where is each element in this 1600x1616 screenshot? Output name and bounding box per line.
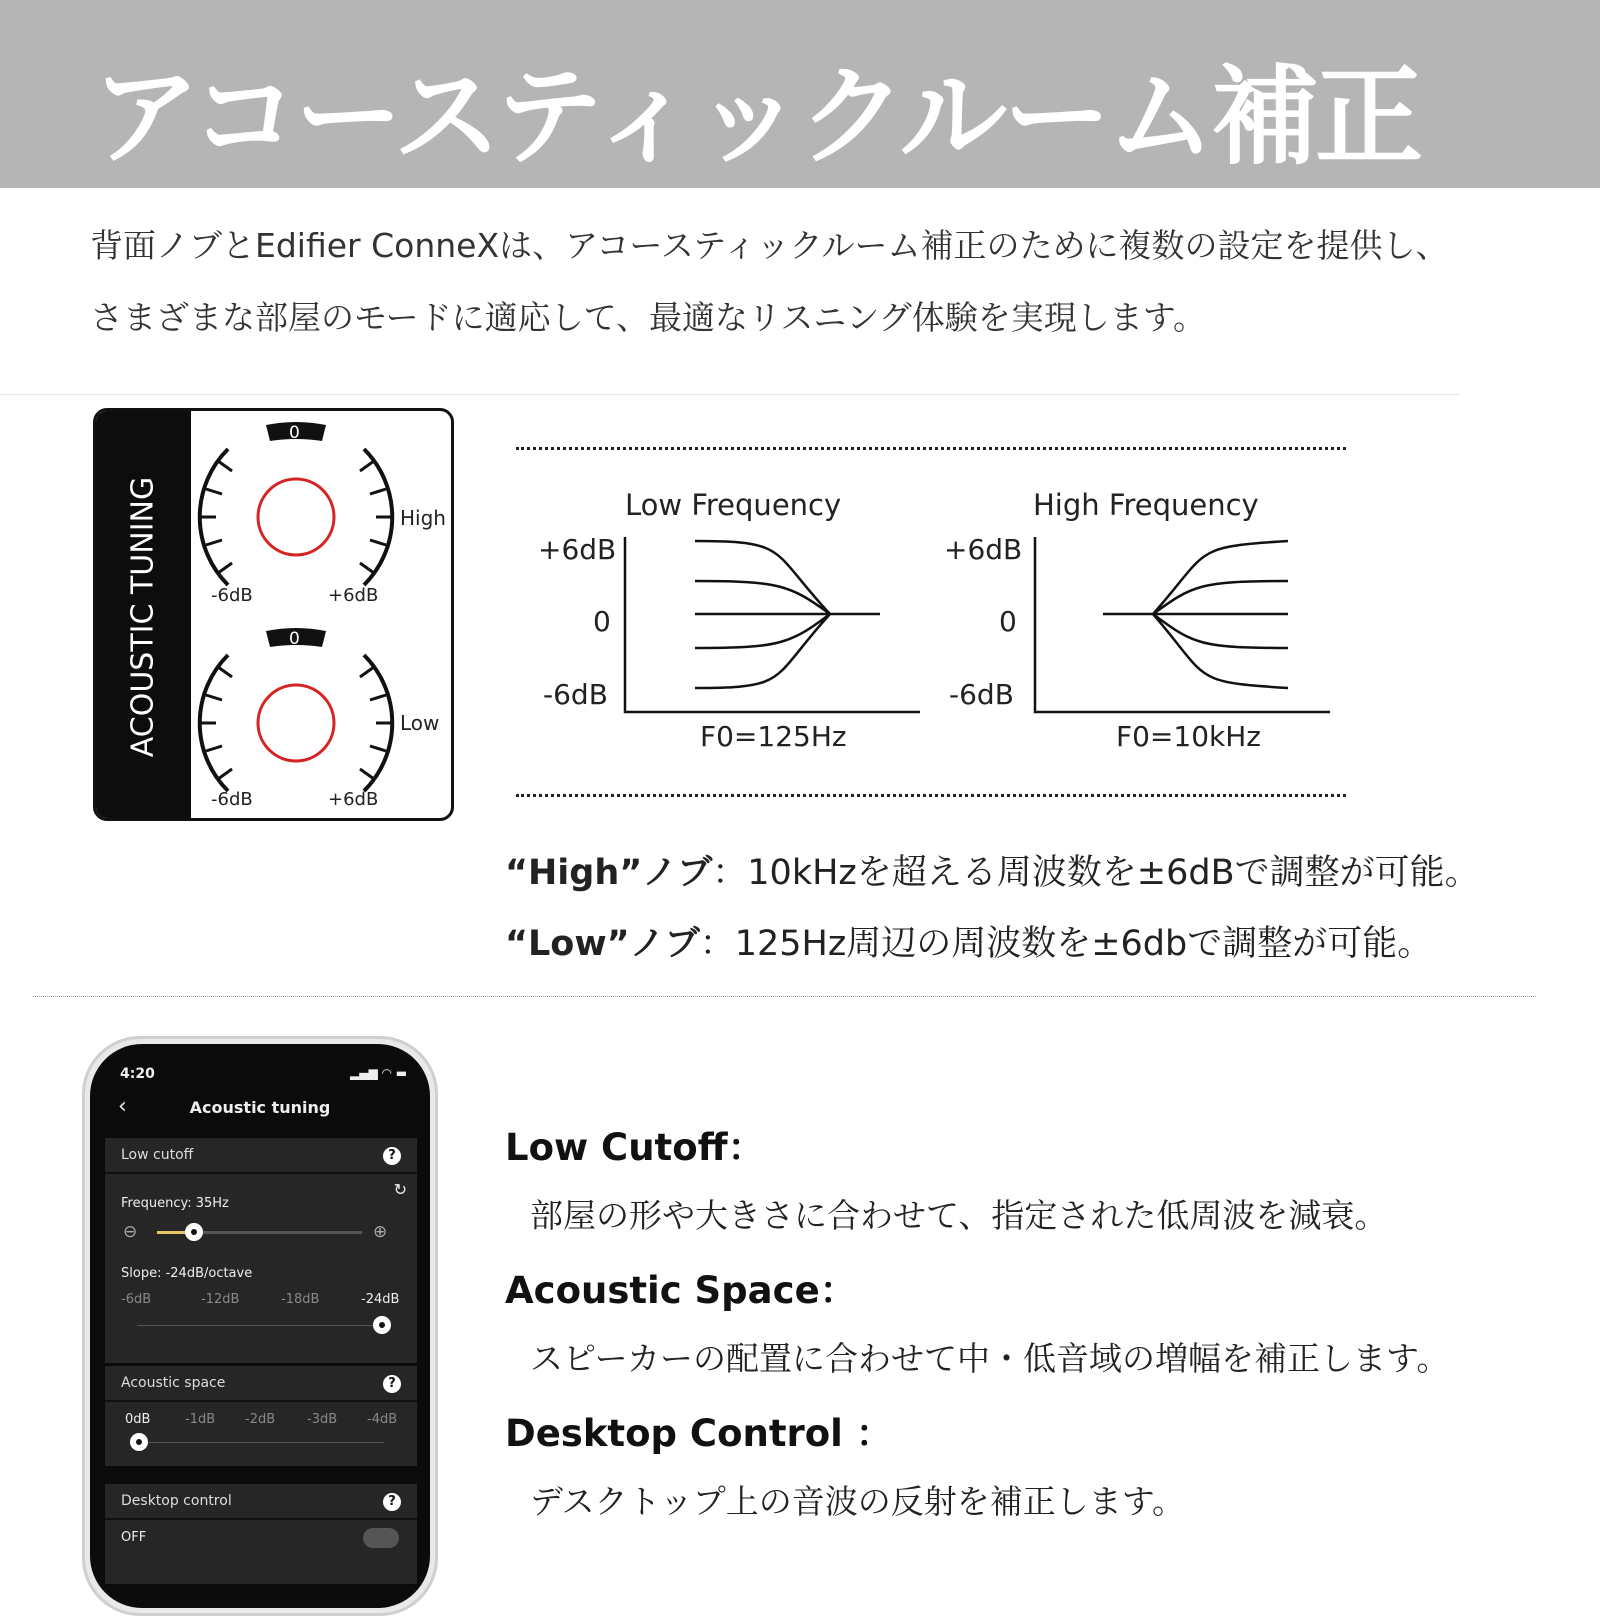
frequency-slider[interactable] [157,1231,362,1234]
slope-thumb[interactable] [373,1316,391,1334]
high-graph-ytop: +6dB [944,533,1023,566]
screen-title: Acoustic tuning [189,1098,331,1117]
low-graph-ybot: -6dB [543,678,608,711]
slope-option-selected[interactable]: -24dB [361,1292,400,1307]
low-knob-min: -6dB [211,789,253,810]
feature-title: Low Cutoff： [505,1126,765,1169]
slope-option[interactable]: -18dB [281,1292,320,1307]
low-graph-ytop: +6dB [538,533,617,566]
phone-mockup [82,1036,438,1616]
feature-title: Desktop Control ： [505,1412,893,1455]
back-icon[interactable]: ‹ [118,1094,127,1119]
space-option[interactable]: -1dB [185,1412,216,1427]
slope-option[interactable]: -6dB [121,1292,152,1307]
feature-title: Acoustic Space： [505,1269,857,1312]
high-graph-title: High Frequency [1033,488,1259,522]
low-knob-desc [505,916,1432,966]
desktop-control-toggle[interactable] [363,1528,399,1548]
intro-line-2: さまざまな部屋のモードに適応して、最適なリスニング体験を実現します。 [90,298,1207,337]
low-graph-title: Low Frequency [625,488,842,522]
feature-text: 部屋の形や大きさに合わせて、指定された低周波を減衰。 [530,1196,1388,1235]
divider [33,996,1536,997]
high-knob-zero: 0 [289,423,300,443]
low-graph-ymid: 0 [593,605,611,638]
low-cutoff-title: Low cutoff [121,1147,194,1163]
status-time: 4:20 [120,1066,155,1082]
low-knob-max: +6dB [328,789,379,810]
status-icons: ▂▄▆ ◠ ▬ [350,1066,408,1080]
high-knob-min: -6dB [211,585,253,606]
frequency-label: Frequency: 35Hz [121,1196,229,1211]
slider-thumb[interactable] [185,1223,203,1241]
desktop-control-title: Desktop control [121,1493,232,1509]
slope-option[interactable]: -12dB [201,1292,240,1307]
high-graph-ymid: 0 [999,605,1017,638]
space-thumb[interactable] [130,1433,148,1451]
help-icon[interactable]: ? [383,1147,401,1165]
high-graph-f0: F0=10kHz [1116,720,1261,753]
high-knob-text: ：10kHzを超える周波数を±6dBで調整が可能。 [712,853,1480,893]
space-slider[interactable] [139,1442,384,1443]
plus-icon[interactable]: ⊕ [373,1222,388,1242]
high-knob-max: +6dB [328,585,379,606]
low-graph-f0: F0=125Hz [700,720,847,753]
help-icon[interactable]: ? [383,1493,401,1511]
acoustic-space-card [105,1366,417,1466]
panel-heading: ACOUSTIC TUNING [125,476,161,758]
slope-slider[interactable] [137,1325,382,1326]
reset-icon[interactable]: ↻ [393,1180,407,1199]
space-option[interactable]: -4dB [367,1412,398,1427]
slope-label: Slope: -24dB/octave [121,1266,253,1281]
space-option[interactable]: -3dB [307,1412,338,1427]
space-option-selected[interactable]: 0dB [125,1412,151,1427]
low-cutoff-card [105,1138,417,1363]
feature-text: スピーカーの配置に合わせて中・低音域の増幅を補正します。 [530,1339,1450,1378]
page-title: アコースティックルーム補正 [92,55,1420,180]
space-option[interactable]: -2dB [245,1412,276,1427]
feature-text: デスクトップ上の音波の反射を補正します。 [530,1482,1186,1521]
high-knob-desc [505,845,1480,895]
intro-line-1: 背面ノブとEdifier ConneXは、アコースティックルーム補正のために複数の設定を提供し、 [90,226,1449,265]
eq-graphs [0,0,1600,800]
low-knob-text: ：125Hz周辺の周波数を±6dbで調整が可能。 [699,924,1433,964]
desktop-control-card [105,1484,417,1584]
minus-icon[interactable]: ⊖ [123,1222,138,1242]
acoustic-space-title: Acoustic space [121,1375,226,1391]
phone-screen [90,1044,430,1608]
high-knob-name: “High”ノブ [505,853,713,893]
high-graph-ybot: -6dB [949,678,1014,711]
help-icon[interactable]: ? [383,1375,401,1393]
low-knob-label: Low [400,711,440,735]
high-knob-label: High [400,506,446,530]
low-knob-name: “Low”ノブ [505,924,700,964]
low-knob-zero: 0 [289,629,300,649]
desktop-control-state: OFF [121,1530,147,1545]
